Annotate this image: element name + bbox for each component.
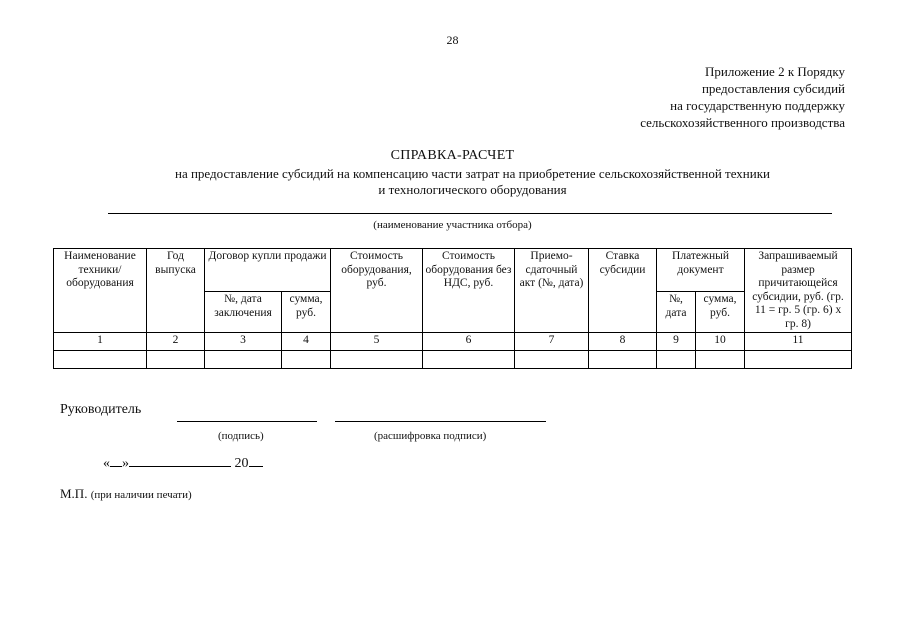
participant-name-line — [108, 213, 832, 214]
column-number: 5 — [331, 333, 423, 351]
column-number: 8 — [589, 333, 657, 351]
stamp-condition: (при наличии печати) — [90, 489, 192, 501]
subheader-payment-sum: сумма, руб. — [696, 292, 745, 333]
empty-cell — [745, 351, 852, 369]
appendix-note — [640, 63, 845, 131]
column-number-row — [54, 333, 852, 351]
header-acceptance-act: Приемо-сдаточный акт (№, дата) — [515, 249, 589, 333]
column-number: 3 — [205, 333, 282, 351]
empty-cell — [515, 351, 589, 369]
signature-line — [177, 421, 317, 422]
header-equipment-cost: Стоимость оборудования, руб. — [331, 249, 423, 333]
participant-caption: (наименование участника отбора) — [373, 219, 532, 231]
column-number: 11 — [745, 333, 852, 351]
column-number: 1 — [54, 333, 147, 351]
header-equipment-name: Наименование техники/ оборудования — [54, 249, 147, 333]
stamp-label: М.П. — [60, 486, 88, 501]
appendix-line-3: на государственную поддержку — [670, 98, 845, 113]
table-header-row — [54, 249, 852, 292]
calculation-table — [53, 248, 852, 369]
column-number: 9 — [657, 333, 696, 351]
appendix-line-4: сельскохозяйственного производства — [640, 115, 845, 130]
empty-cell — [589, 351, 657, 369]
subtitle-line-2: и технологического оборудования — [378, 182, 567, 197]
empty-cell — [205, 351, 282, 369]
document-title: СПРАВКА-РАСЧЕТ — [390, 148, 515, 163]
date-quote-close: » — [122, 456, 129, 471]
empty-cell — [423, 351, 515, 369]
header-subsidy-rate: Ставка субсидии — [589, 249, 657, 333]
empty-cell — [696, 351, 745, 369]
appendix-line-2: предоставления субсидий — [701, 81, 845, 96]
empty-cell — [282, 351, 331, 369]
header-purchase-contract: Договор купли продажи — [205, 249, 331, 292]
header-requested-subsidy: Запрашиваемый размер причитающейся субсидии, руб. (гр. 11 = гр. 5 (гр. 6) х гр. 8) — [745, 249, 852, 333]
subheader-contract-number-date: №, дата заключения — [205, 292, 282, 333]
page-number: 28 — [446, 33, 459, 47]
document-subtitle — [100, 166, 845, 198]
signature-decode-line — [335, 421, 546, 422]
date-day-blank — [110, 466, 122, 467]
column-number: 2 — [147, 333, 205, 351]
header-payment-document: Платежный документ — [657, 249, 745, 292]
subtitle-line-1: на предоставление субсидий на компенсацию части затрат на приобретение сельскохозяйственной техники — [175, 166, 770, 181]
signature-caption: (подпись) — [218, 430, 264, 442]
appendix-line-1: Приложение 2 к Порядку — [705, 64, 845, 79]
date-quote-open: « — [103, 456, 110, 471]
table-empty-row — [54, 351, 852, 369]
date-year: 20 — [234, 456, 249, 471]
empty-cell — [657, 351, 696, 369]
header-cost-without-vat: Стоимость оборудования без НДС, руб. — [423, 249, 515, 333]
empty-cell — [147, 351, 205, 369]
date-year-blank — [249, 466, 263, 467]
date-row — [103, 456, 263, 472]
empty-cell — [331, 351, 423, 369]
column-number: 7 — [515, 333, 589, 351]
subheader-contract-sum: сумма, руб. — [282, 292, 331, 333]
signature-decode-caption: (расшифровка подписи) — [374, 430, 487, 442]
date-month-blank — [129, 466, 231, 467]
column-number: 10 — [696, 333, 745, 351]
header-year: Год выпуска — [147, 249, 205, 333]
column-number: 4 — [282, 333, 331, 351]
empty-cell — [54, 351, 147, 369]
stamp-note — [60, 486, 192, 502]
subheader-payment-number-date: №, дата — [657, 292, 696, 333]
head-label: Руководитель — [60, 402, 142, 417]
column-number: 6 — [423, 333, 515, 351]
